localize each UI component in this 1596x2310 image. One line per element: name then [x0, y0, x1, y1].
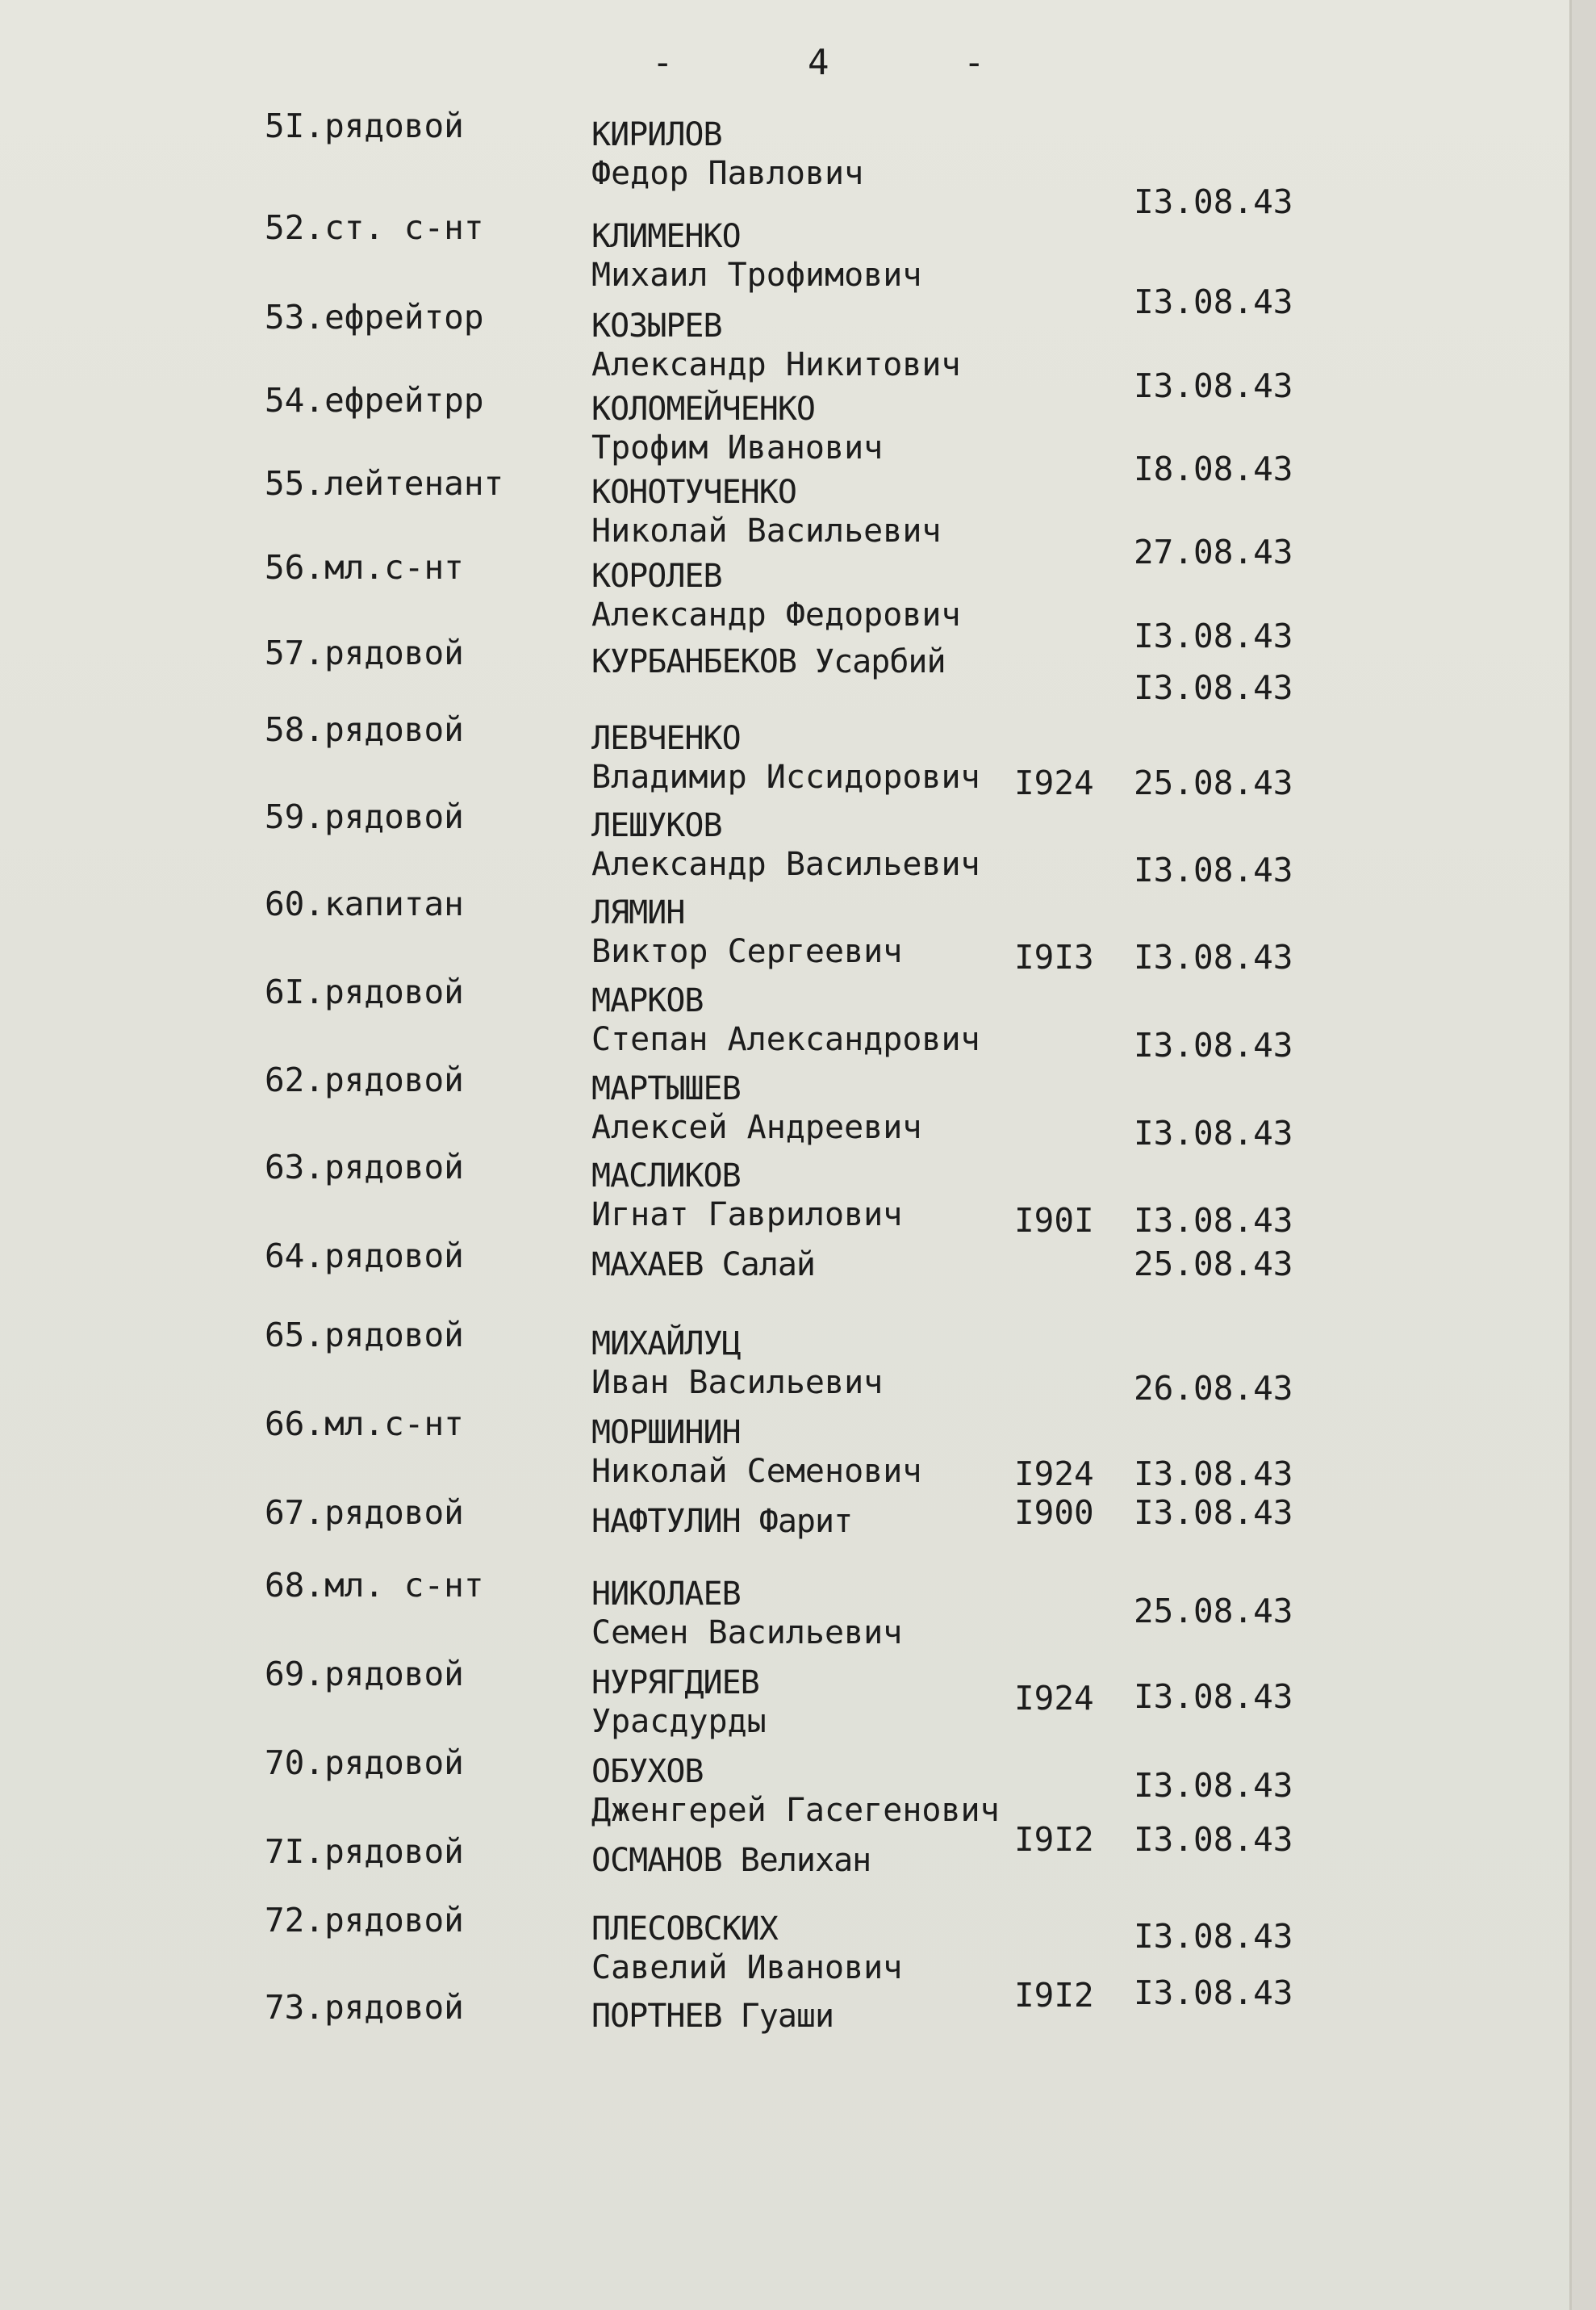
entry-surname: ЛЯМИН	[591, 894, 685, 931]
entry-date: 25.08.43	[1134, 764, 1293, 802]
list-entry	[0, 1743, 1569, 1832]
entry-date: I3.08.43	[1134, 1201, 1293, 1240]
entry-rank	[265, 298, 484, 337]
entry-rank-text: лейтенант	[324, 464, 504, 503]
entry-birth-year: I90I	[1014, 1201, 1094, 1240]
entry-date: I3.08.43	[1134, 282, 1293, 321]
entry-rank-text: рядовой	[324, 710, 464, 749]
entry-given-name: Урасдурды	[591, 1703, 767, 1740]
entry-surname: МАРКОВ	[591, 982, 704, 1019]
list-entry	[0, 885, 1569, 977]
list-entry	[0, 710, 1569, 802]
entry-surname: ПОРТНЕВ Гуаши	[591, 1998, 834, 2035]
entry-number: 56.	[265, 548, 325, 587]
list-entry	[0, 973, 1569, 1065]
list-entry	[0, 1061, 1569, 1153]
entry-rank-text: рядовой	[324, 1988, 464, 2027]
entry-number: 59.	[265, 797, 325, 836]
entry-rank	[265, 1901, 464, 1940]
entry-surname: ЛЕШУКОВ	[591, 807, 722, 844]
entry-number: 58.	[265, 710, 325, 749]
entry-surname: НИКОЛАЕВ	[591, 1576, 741, 1613]
entry-rank	[265, 1493, 464, 1532]
entry-rank	[265, 1566, 484, 1605]
entry-rank-text: ефрейтрр	[324, 381, 484, 420]
entry-date: I3.08.43	[1134, 668, 1293, 707]
list-entry	[0, 1404, 1569, 1493]
entry-birth-year: I9I2	[1014, 1976, 1094, 2015]
entry-rank	[265, 885, 464, 923]
entry-rank-text: рядовой	[324, 1832, 464, 1871]
entry-rank	[265, 710, 464, 749]
entry-date: I3.08.43	[1134, 1820, 1293, 1859]
entry-surname: КОЛОМЕЙЧЕНКО	[591, 391, 815, 428]
entry-rank-text: рядовой	[324, 1148, 464, 1186]
entry-rank-text: рядовой	[324, 1061, 464, 1099]
entry-given-name: Иван Васильевич	[591, 1364, 884, 1401]
entry-given-name: Семен Васильевич	[591, 1614, 903, 1651]
entry-given-name: Дженгерей Гасегенович	[591, 1792, 1000, 1829]
entry-rank-text: рядовой	[324, 1316, 464, 1354]
entry-number: 65.	[265, 1316, 325, 1354]
entry-date: I3.08.43	[1134, 1677, 1293, 1716]
entry-date: I3.08.43	[1134, 1114, 1293, 1153]
entry-given-name: Виктор Сергеевич	[591, 933, 903, 970]
entry-number: 67.	[265, 1493, 325, 1532]
entry-given-name: Игнат Гаврилович	[591, 1196, 903, 1233]
list-entry	[0, 1237, 1569, 1325]
entry-number: 5I.	[265, 107, 325, 145]
entry-number: 53.	[265, 298, 325, 337]
entry-date: I3.08.43	[1134, 1917, 1293, 1956]
entry-surname: НУРЯГДИЕВ	[591, 1664, 759, 1701]
entry-date: I3.08.43	[1134, 617, 1293, 655]
entry-surname: КУРБАНБЕКОВ Усарбий	[591, 643, 946, 680]
entry-number: 66.	[265, 1404, 325, 1443]
entry-given-name: Федор Павлович	[591, 155, 864, 192]
list-entry	[0, 1566, 1569, 1655]
entry-rank-text: рядовой	[324, 634, 464, 672]
entry-number: 73.	[265, 1988, 325, 2027]
list-entry	[0, 797, 1569, 889]
entry-birth-year: I900	[1014, 1493, 1094, 1532]
entry-surname: МАСЛИКОВ	[591, 1157, 741, 1195]
entry-given-name: Александр Никитович	[591, 346, 961, 383]
entry-birth-year: I924	[1014, 1454, 1094, 1493]
entry-given-name: Трофим Иванович	[591, 429, 884, 467]
entry-rank	[265, 634, 464, 672]
entry-number: 7I.	[265, 1832, 325, 1871]
entry-number: 69.	[265, 1655, 325, 1693]
list-entry	[0, 1148, 1569, 1240]
entry-birth-year: I9I3	[1014, 938, 1094, 977]
entry-rank-text: ефрейтор	[324, 298, 484, 337]
entry-date: I3.08.43	[1134, 1493, 1293, 1532]
entry-number: 6I.	[265, 973, 325, 1011]
entry-surname: ОБУХОВ	[591, 1753, 704, 1790]
entry-rank	[265, 464, 503, 503]
entry-date: I3.08.43	[1134, 851, 1293, 889]
entry-date: I3.08.43	[1134, 938, 1293, 977]
entry-rank-text: рядовой	[324, 797, 464, 836]
entry-rank-text: рядовой	[324, 1237, 464, 1275]
entry-rank	[265, 1655, 464, 1693]
entry-given-name: Николай Семенович	[591, 1453, 922, 1490]
entry-birth-year: I924	[1014, 764, 1094, 802]
entry-rank	[265, 208, 484, 247]
list-entry	[0, 1973, 1569, 2077]
entry-rank-text: ст. с-нт	[324, 208, 484, 247]
entry-surname: КОРОЛЕВ	[591, 558, 722, 595]
entry-date: I3.08.43	[1134, 366, 1293, 405]
entry-surname: ЛЕВЧЕНКО	[591, 720, 741, 757]
entry-date: 26.08.43	[1134, 1369, 1293, 1408]
entry-number: 57.	[265, 634, 325, 672]
entry-number: 62.	[265, 1061, 325, 1099]
entry-number: 63.	[265, 1148, 325, 1186]
entry-given-name: Александр Федорович	[591, 596, 961, 634]
entry-rank-text: рядовой	[324, 1655, 464, 1693]
entry-date: I3.08.43	[1134, 182, 1293, 221]
entry-rank	[265, 1237, 464, 1275]
entry-date: 27.08.43	[1134, 533, 1293, 571]
entry-number: 68.	[265, 1566, 325, 1605]
entry-date: 25.08.43	[1134, 1592, 1293, 1630]
entry-number: 72.	[265, 1901, 325, 1940]
entry-date: I3.08.43	[1134, 1454, 1293, 1493]
entry-rank	[265, 797, 464, 836]
entry-number: 60.	[265, 885, 325, 923]
list-entry	[0, 107, 1569, 221]
entry-rank	[265, 1404, 464, 1443]
entry-given-name: Александр Васильевич	[591, 846, 980, 883]
entry-given-name: Владимир Иссидорович	[591, 759, 980, 796]
entry-surname: МАХАЕВ Салай	[591, 1246, 815, 1283]
entry-date: I3.08.43	[1134, 1973, 1293, 2012]
list-entry	[0, 1655, 1569, 1743]
entry-rank	[265, 973, 464, 1011]
list-entry	[0, 634, 1569, 722]
entry-surname: ПЛЕСОВСКИХ	[591, 1910, 778, 1948]
entry-rank	[265, 1832, 464, 1871]
entry-rank	[265, 1316, 464, 1354]
entry-rank	[265, 1061, 464, 1099]
list-entry	[0, 1901, 1569, 1990]
entry-rank-text: рядовой	[324, 1901, 464, 1940]
entry-surname: КИРИЛОВ	[591, 116, 722, 153]
entry-rank-text: рядовой	[324, 1493, 464, 1532]
entry-given-name: Николай Васильевич	[591, 513, 942, 550]
entry-number: 54.	[265, 381, 325, 420]
entry-rank	[265, 107, 464, 145]
entry-rank-text: рядовой	[324, 973, 464, 1011]
entry-rank-text: рядовой	[324, 107, 464, 145]
entry-rank-text: рядовой	[324, 1743, 464, 1782]
entry-surname: МОРШИНИН	[591, 1414, 741, 1451]
entry-surname: ОСМАНОВ Велихан	[591, 1842, 871, 1879]
entry-surname: КОНОТУЧЕНКО	[591, 474, 796, 511]
entry-rank	[265, 1743, 464, 1782]
entry-rank	[265, 1148, 464, 1186]
entry-surname: КОЗЫРЕВ	[591, 308, 722, 345]
page-number: - 4 -	[652, 42, 1042, 83]
entry-rank	[265, 548, 464, 587]
entry-birth-year: I924	[1014, 1679, 1094, 1718]
entry-number: 70.	[265, 1743, 325, 1782]
entry-given-name: Михаил Трофимович	[591, 257, 922, 294]
entry-rank-text: мл.с-нт	[324, 1404, 464, 1443]
entry-surname: НАФТУЛИН Фарит	[591, 1503, 853, 1540]
entry-date: I8.08.43	[1134, 450, 1293, 488]
entry-rank-text: капитан	[324, 885, 464, 923]
list-entry	[0, 1316, 1569, 1408]
entry-rank	[265, 381, 484, 420]
entry-rank	[265, 1988, 464, 2027]
entry-date: I3.08.43	[1134, 1766, 1293, 1805]
entry-rank-text: мл.с-нт	[324, 548, 464, 587]
entry-given-name: Степан Александрович	[591, 1021, 980, 1058]
entry-surname: КЛИМЕНКО	[591, 218, 741, 255]
entry-number: 52.	[265, 208, 325, 247]
entry-rank-text: мл. с-нт	[324, 1566, 484, 1605]
entry-given-name: Савелий Иванович	[591, 1949, 903, 1986]
entry-birth-year: I9I2	[1014, 1820, 1094, 1859]
entry-number: 55.	[265, 464, 325, 503]
entry-given-name: Алексей Андреевич	[591, 1109, 922, 1146]
entry-number: 64.	[265, 1237, 325, 1275]
entry-surname: МАРТЫШЕВ	[591, 1070, 741, 1107]
entry-surname: МИХАЙЛУЦ	[591, 1325, 741, 1362]
entry-date: 25.08.43	[1134, 1245, 1293, 1283]
entry-date: I3.08.43	[1134, 1026, 1293, 1065]
